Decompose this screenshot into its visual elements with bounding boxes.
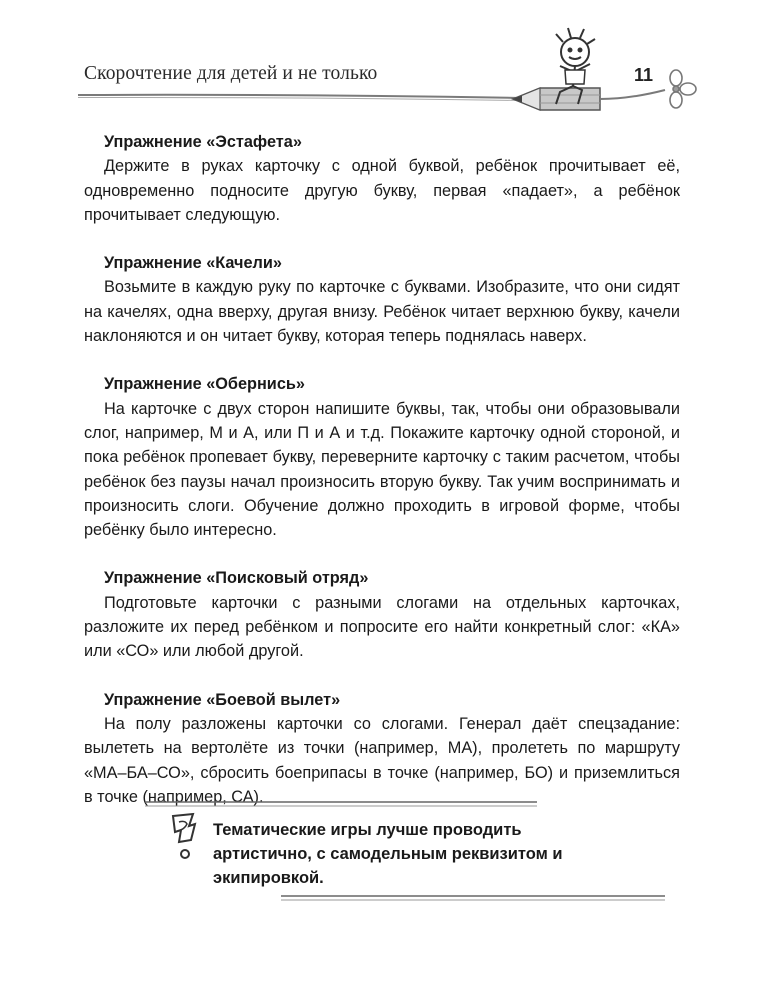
page-number: 11 <box>634 65 654 85</box>
tip-text: Тематические игры лучше проводить артистично, с самодельным реквизитом и экипировкой. <box>213 821 563 887</box>
exercise-body: На карточке с двух сторон напишите буквы, так, чтобы они образовывали слог, например, М и А, или П и А и т.д. Покажите карточку одной стороной, и пока ребёнок пропевает букву, переверните карточку с таким расчетом, чтобы ребёнок без паузы начал произносить вторую букву. Так учим воспринимать и произносить слоги. Обучение должно проходить в игровой форме, чтобы ребёнку было интересно. <box>84 399 680 540</box>
exercise-relay <box>84 130 680 227</box>
tip-box <box>145 800 665 910</box>
exercise-title: Упражнение «Обернись» <box>104 375 305 394</box>
running-title: Скорочтение для детей и не только <box>84 63 378 84</box>
exercise-body: Возьмите в каждую руку по карточке с буквами. Изобразите, что они сидят на качелях, одна вверху, другая внизу. Ребёнок читает верхнюю букву, качели наклоняются и он читает букву, которая теперь поднялась наверх. <box>84 278 680 346</box>
exercise-combat-sortie <box>84 688 680 809</box>
exercise-turn-around <box>84 372 680 542</box>
exclamation-icon <box>173 814 195 858</box>
exercise-body: Держите в руках карточку с одной буквой, ребёнок прочитывает её, одновременно подносите другую букву, первая «падает», а ребёнок прочитывает следующую. <box>84 157 680 224</box>
exercise-title: Упражнение «Качели» <box>104 254 282 273</box>
page-header <box>0 0 759 120</box>
pencil-icon <box>513 88 600 110</box>
page-content <box>84 130 680 833</box>
header-decoration <box>0 0 759 120</box>
exercise-body: Подготовьте карточки с разными слогами на отдельных карточках, разложите их перед ребёнком и попросите его найти конкретный слог: «КА» или «СО» или любой другой. <box>84 593 680 661</box>
exercise-swing <box>84 251 680 348</box>
exercise-title: Упражнение «Боевой вылет» <box>104 690 341 709</box>
exercise-title: Упражнение «Эстафета» <box>104 133 302 151</box>
flower-icon <box>670 70 696 108</box>
exercise-body: На полу разложены карточки со слогами. Генерал даёт спецзадание: вылететь на вертолёте из точки (например, МА), пролететь по маршруту «МА–БА–СО», сбросить боеприпасы в точке (например, БО) и приземлиться в точке (например, СА). <box>84 714 680 806</box>
exercise-search-squad <box>84 566 680 663</box>
exercise-title: Упражнение «Поисковый отряд» <box>104 569 369 588</box>
